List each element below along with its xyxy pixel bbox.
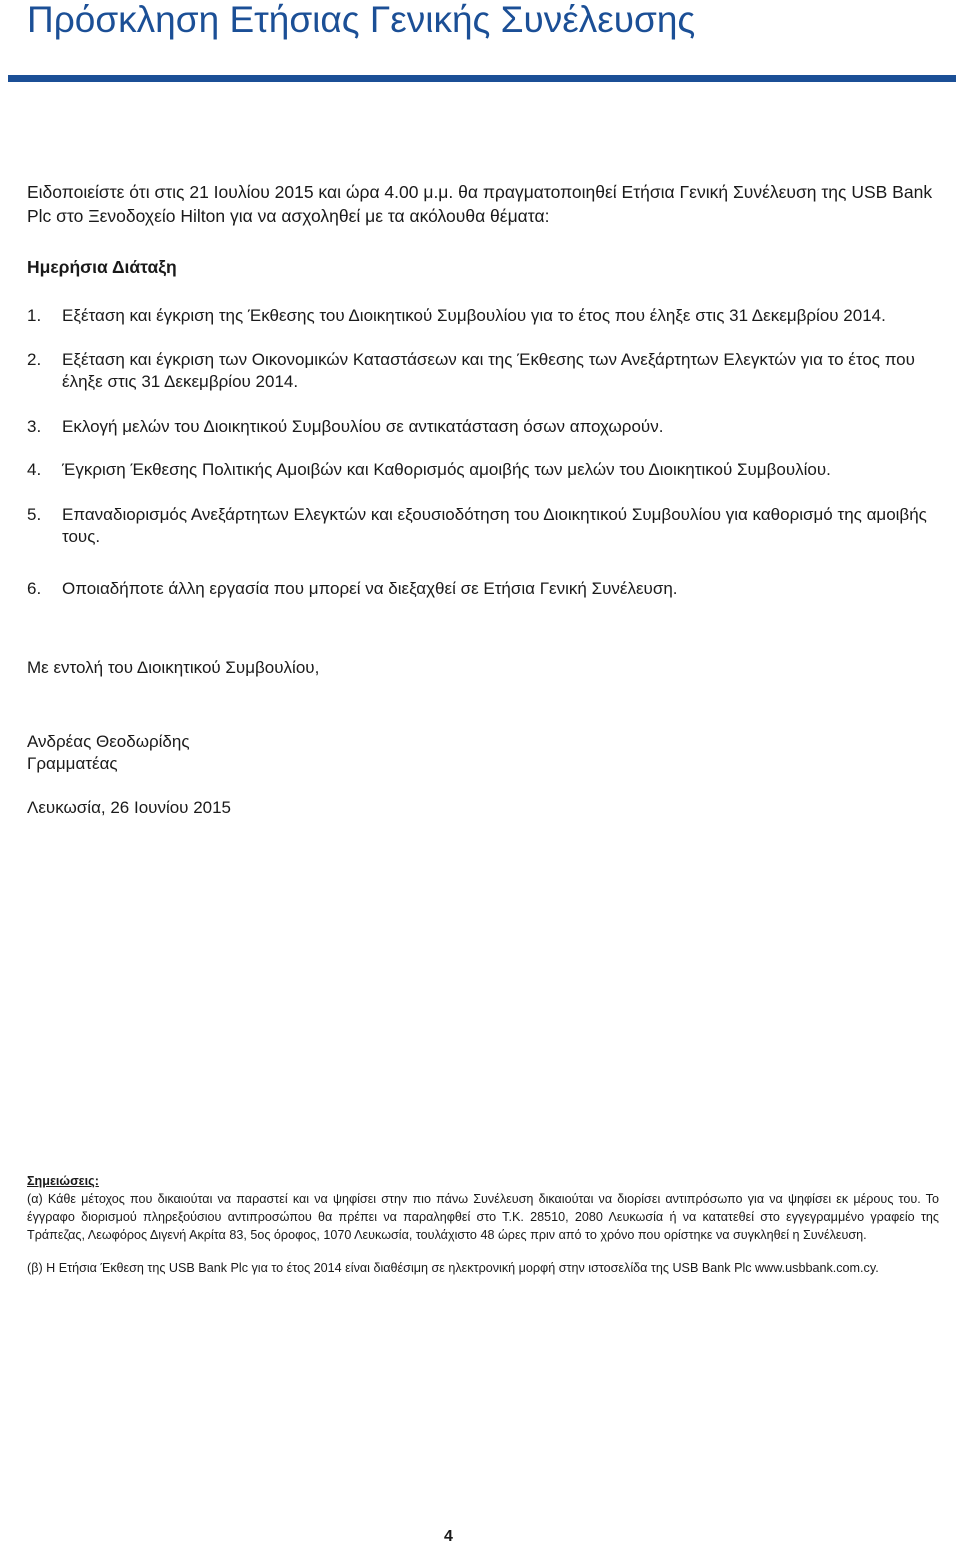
agenda-item-text: Οποιαδήποτε άλλη εργασία που μπορεί να διεξαχθεί σε Ετήσια Γενική Συνέλευση. xyxy=(62,579,678,598)
signatory-name: Ανδρέας Θεοδωρίδης xyxy=(27,732,190,751)
agenda-item-text: Εξέταση και έγκριση της Έκθεσης του Διοικητικού Συμβουλίου για το έτος που έληξε στις 31 Δεκεμβρίου 2014. xyxy=(62,306,886,325)
agenda-item xyxy=(27,459,942,481)
agenda-item-text: Εκλογή μελών του Διοικητικού Συμβουλίου σε αντικατάσταση όσων αποχωρούν. xyxy=(62,417,664,436)
agenda-item-number: 1. xyxy=(27,306,42,325)
closing-line: Με εντολή του Διοικητικού Συμβουλίου, xyxy=(27,658,320,677)
agenda-item xyxy=(27,416,942,438)
agenda-item xyxy=(27,578,942,600)
agenda-item xyxy=(27,349,942,393)
intro-paragraph: Ειδοποιείστε ότι στις 21 Ιουλίου 2015 και ώρα 4.00 μ.μ. θα πραγματοποιηθεί Ετήσια Γενική Συνέλευση της USB Bank Plc στο Ξενοδοχείο Hilton για να ασχοληθεί με τα ακόλουθα θέματα: xyxy=(27,182,933,226)
agenda-item-number: 6. xyxy=(27,579,42,598)
agenda-item-number: 3. xyxy=(27,417,42,436)
place-date: Λευκωσία, 26 Ιουνίου 2015 xyxy=(27,798,232,817)
agenda-heading: Ημερήσια Διάταξη xyxy=(27,257,177,277)
agenda-item xyxy=(27,305,942,327)
signatory-title: Γραμματέας xyxy=(27,754,118,773)
page-title: Πρόσκληση Ετήσιας Γενικής Συνέλευσης xyxy=(27,0,696,40)
page-number: 4 xyxy=(444,1528,453,1545)
notes-section xyxy=(27,1172,939,1277)
agenda-item-number: 5. xyxy=(27,505,42,524)
agenda-item xyxy=(27,504,942,548)
agenda-item-text: Εξέταση και έγκριση των Οικονομικών Καταστάσεων και της Έκθεσης των Ανεξάρτητων Ελεγκτών για το έτος που έληξε στις 31 Δεκεμβρίου 2014. xyxy=(62,350,915,391)
note-b: (β) Η Ετήσια Έκθεση της USB Bank Plc για το έτος 2014 είναι διαθέσιμη σε ηλεκτρονική μορφή στην ιστοσελίδα της USB Bank Plc www.usbbank.com.cy. xyxy=(27,1261,879,1275)
agenda-item-number: 4. xyxy=(27,460,42,479)
agenda-item-text: Έγκριση Έκθεσης Πολιτικής Αμοιβών και Καθορισμός αμοιβής των μελών του Διοικητικού Συμβουλίου. xyxy=(62,460,831,479)
title-divider-bar xyxy=(8,75,956,82)
notes-heading: Σημειώσεις: xyxy=(27,1174,99,1188)
agenda-item-number: 2. xyxy=(27,350,42,369)
agenda-item-text: Επαναδιορισμός Ανεξάρτητων Ελεγκτών και εξουσιοδότηση του Διοικητικού Συμβουλίου για καθορισμό της αμοιβής τους. xyxy=(62,505,927,546)
note-a: (α) Κάθε μέτοχος που δικαιούται να παραστεί και να ψηφίσει στην πιο πάνω Συνέλευση δικαιούται να διορίσει αντιπρόσωπο για να ψηφίσει εκ μέρους του. Το έγγραφο διορισμού πληρεξούσιου αντιπροσώπου θα πρέπει να παραληφθεί στο Τ.Κ. 28510, 2080 Λευκωσία ή να κατατεθεί στο εγγεγραμμένο γραφείο της Τράπεζας, Λεωφόρος Διγενή Ακρίτα 83, 5ος όροφος, 1070 Λευκωσία, τουλάχιστο 48 ώρες πριν από το χρόνο που ορίστηκε να συγκληθεί η Συνέλευση. xyxy=(27,1192,939,1242)
